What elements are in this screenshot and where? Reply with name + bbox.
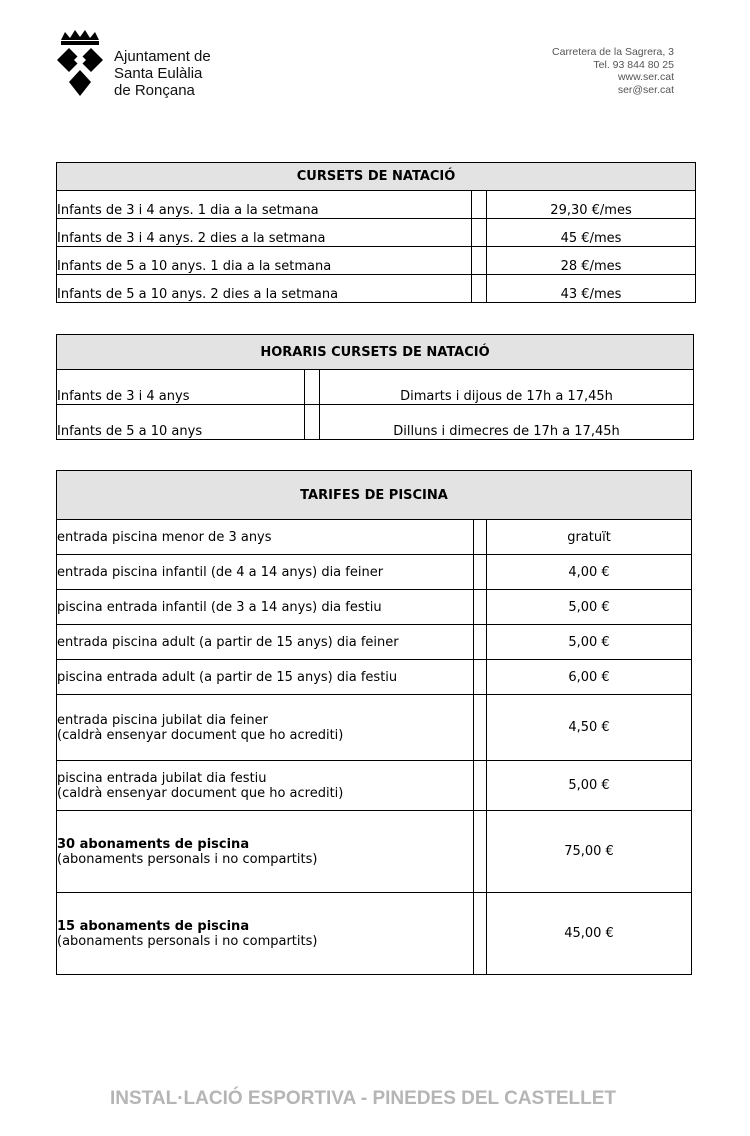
table-row bbox=[57, 761, 692, 811]
cursets-price: 43 €/mes bbox=[487, 275, 696, 303]
tarifa-label: entrada piscina jubilat dia feiner bbox=[57, 712, 268, 728]
horaris-title: HORARIS CURSETS DE NATACIÓ bbox=[57, 335, 694, 370]
cursets-title: CURSETS DE NATACIÓ bbox=[57, 163, 696, 191]
column-separator bbox=[474, 625, 487, 660]
org-name-line: Santa Eulàlia bbox=[114, 65, 203, 82]
contact-address: Carretera de la Sagrera, 3 bbox=[552, 46, 674, 58]
tarifa-price: 5,00 € bbox=[487, 625, 692, 660]
tarifa-cell bbox=[57, 761, 474, 811]
tarifa-price: 75,00 € bbox=[487, 811, 692, 893]
horaris-label: Infants de 3 i 4 anys bbox=[57, 370, 305, 405]
horaris-schedule: Dilluns i dimecres de 17h a 17,45h bbox=[320, 405, 694, 440]
tarifa-note: (abonaments personals i no compartits) bbox=[57, 933, 318, 949]
cursets-label: Infants de 5 a 10 anys. 1 dia a la setmana bbox=[57, 247, 472, 275]
tarifa-cell bbox=[57, 893, 474, 975]
table-row bbox=[57, 405, 694, 440]
tarifa-label: piscina entrada infantil (de 3 a 14 anys) dia festiu bbox=[57, 590, 474, 625]
table-row bbox=[57, 811, 692, 893]
table-row bbox=[57, 219, 696, 247]
column-separator bbox=[305, 405, 320, 440]
cursets-label: Infants de 3 i 4 anys. 2 dies a la setmana bbox=[57, 219, 472, 247]
cursets-price: 28 €/mes bbox=[487, 247, 696, 275]
tarifes-title: TARIFES DE PISCINA bbox=[57, 471, 692, 520]
tarifa-label: entrada piscina infantil (de 4 a 14 anys) dia feiner bbox=[57, 555, 474, 590]
table-row bbox=[57, 660, 692, 695]
column-separator bbox=[474, 520, 487, 555]
table-row bbox=[57, 590, 692, 625]
tarifa-note: (abonaments personals i no compartits) bbox=[57, 851, 318, 867]
footer-title: INSTAL·LACIÓ ESPORTIVA - PINEDES DEL CASTELLET bbox=[110, 1088, 616, 1109]
contact-phone: Tel. 93 844 80 25 bbox=[593, 58, 674, 71]
column-separator bbox=[472, 275, 487, 303]
tarifa-note: (caldrà ensenyar document que ho acrediti) bbox=[57, 727, 344, 743]
contact-website: www.ser.cat bbox=[617, 71, 674, 83]
tarifa-label: entrada piscina menor de 3 anys bbox=[57, 520, 474, 555]
column-separator bbox=[472, 247, 487, 275]
table-row bbox=[57, 247, 696, 275]
tarifa-price: 4,50 € bbox=[487, 695, 692, 761]
cursets-price: 29,30 €/mes bbox=[487, 191, 696, 219]
horaris-schedule: Dimarts i dijous de 17h a 17,45h bbox=[320, 370, 694, 405]
tarifa-price: 4,00 € bbox=[487, 555, 692, 590]
tarifes-table bbox=[56, 470, 692, 975]
table-row bbox=[57, 893, 692, 975]
tarifa-label: piscina entrada jubilat dia festiu bbox=[57, 770, 267, 786]
tarifa-label: piscina entrada adult (a partir de 15 anys) dia festiu bbox=[57, 660, 474, 695]
tarifa-note: (caldrà ensenyar document que ho acrediti) bbox=[57, 785, 344, 801]
column-separator bbox=[474, 893, 487, 975]
column-separator bbox=[474, 590, 487, 625]
column-separator bbox=[474, 660, 487, 695]
horaris-table bbox=[56, 334, 694, 440]
org-name-line: de Ronçana bbox=[114, 82, 195, 99]
horaris-label: Infants de 5 a 10 anys bbox=[57, 405, 305, 440]
tarifa-label: 15 abonaments de piscina bbox=[57, 918, 250, 934]
column-separator bbox=[474, 555, 487, 590]
org-name-line: Ajuntament de bbox=[114, 48, 211, 65]
table-row bbox=[57, 625, 692, 660]
column-separator bbox=[474, 695, 487, 761]
tarifa-cell bbox=[57, 695, 474, 761]
tarifa-price: gratuït bbox=[487, 520, 692, 555]
column-separator bbox=[474, 761, 487, 811]
tarifa-price: 45,00 € bbox=[487, 893, 692, 975]
table-row bbox=[57, 555, 692, 590]
table-row bbox=[57, 191, 696, 219]
tarifa-price: 6,00 € bbox=[487, 660, 692, 695]
tarifa-price: 5,00 € bbox=[487, 761, 692, 811]
cursets-table bbox=[56, 162, 696, 303]
contact-info bbox=[552, 46, 674, 96]
tarifa-label: 30 abonaments de piscina bbox=[57, 836, 250, 852]
tarifa-price: 5,00 € bbox=[487, 590, 692, 625]
column-separator bbox=[472, 219, 487, 247]
organization-name bbox=[114, 48, 211, 99]
table-row bbox=[57, 695, 692, 761]
column-separator bbox=[305, 370, 320, 405]
cursets-label: Infants de 5 a 10 anys. 2 dies a la setmana bbox=[57, 275, 472, 303]
ajuntament-logo bbox=[55, 30, 105, 100]
contact-email: ser@ser.cat bbox=[617, 83, 674, 96]
cursets-label: Infants de 3 i 4 anys. 1 dia a la setmana bbox=[57, 191, 472, 219]
column-separator bbox=[472, 191, 487, 219]
column-separator bbox=[474, 811, 487, 893]
tarifa-label: entrada piscina adult (a partir de 15 anys) dia feiner bbox=[57, 625, 474, 660]
table-row bbox=[57, 370, 694, 405]
cursets-price: 45 €/mes bbox=[487, 219, 696, 247]
tarifa-cell bbox=[57, 811, 474, 893]
table-row bbox=[57, 275, 696, 303]
table-row bbox=[57, 520, 692, 555]
